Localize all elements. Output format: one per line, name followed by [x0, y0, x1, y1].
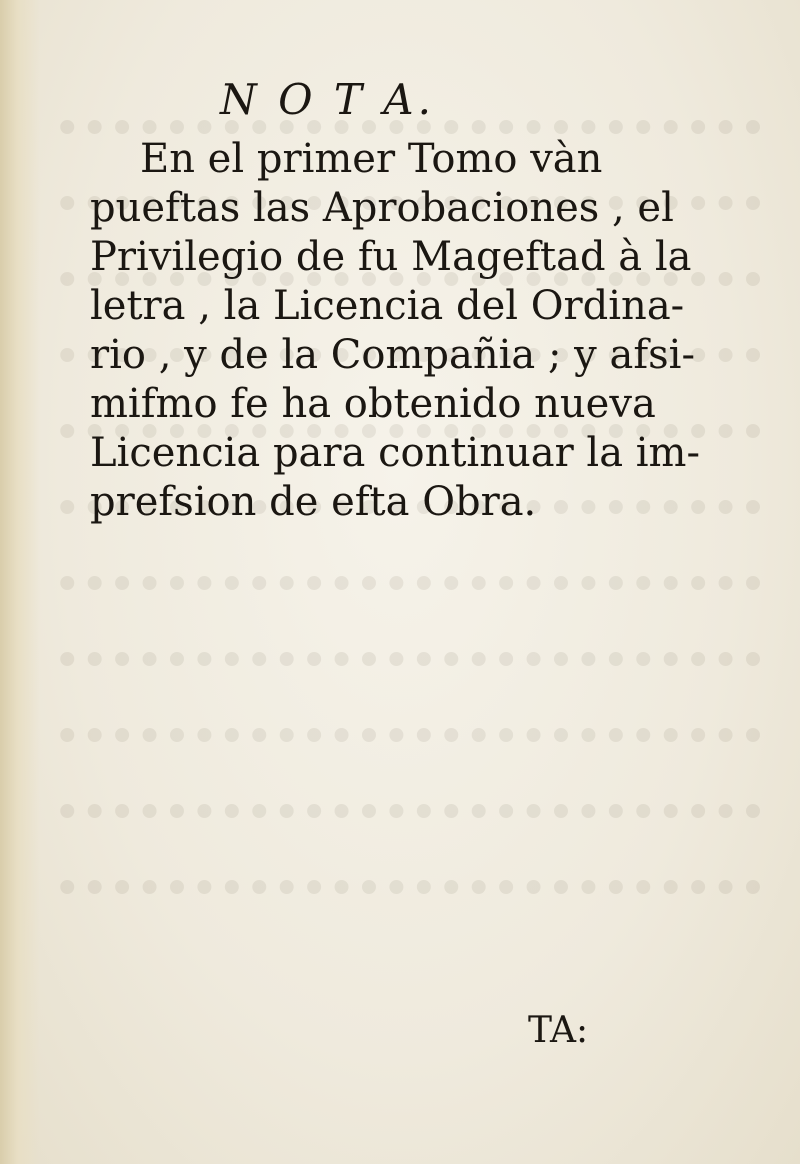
text-line: En el primer Tomo vàn — [140, 136, 603, 182]
text-line: Privilegio de fu Mageftad à la — [90, 234, 692, 280]
page-binding-edge — [0, 0, 40, 1164]
text-line: pueftas las Aprobaciones , el — [90, 185, 674, 231]
text-line: Licencia para continuar la im- — [90, 430, 700, 476]
catchword: TA: — [528, 1010, 589, 1051]
page-heading: N O T A. — [220, 75, 435, 124]
note-paragraph — [90, 135, 700, 527]
text-line: prefsion de efta Obra. — [90, 479, 537, 525]
text-line: mifmo fe ha obtenido nueva — [90, 381, 656, 427]
text-line: rio , y de la Compañia ; y afsi- — [90, 332, 695, 378]
text-line: letra , la Licencia del Ordina- — [90, 283, 685, 329]
